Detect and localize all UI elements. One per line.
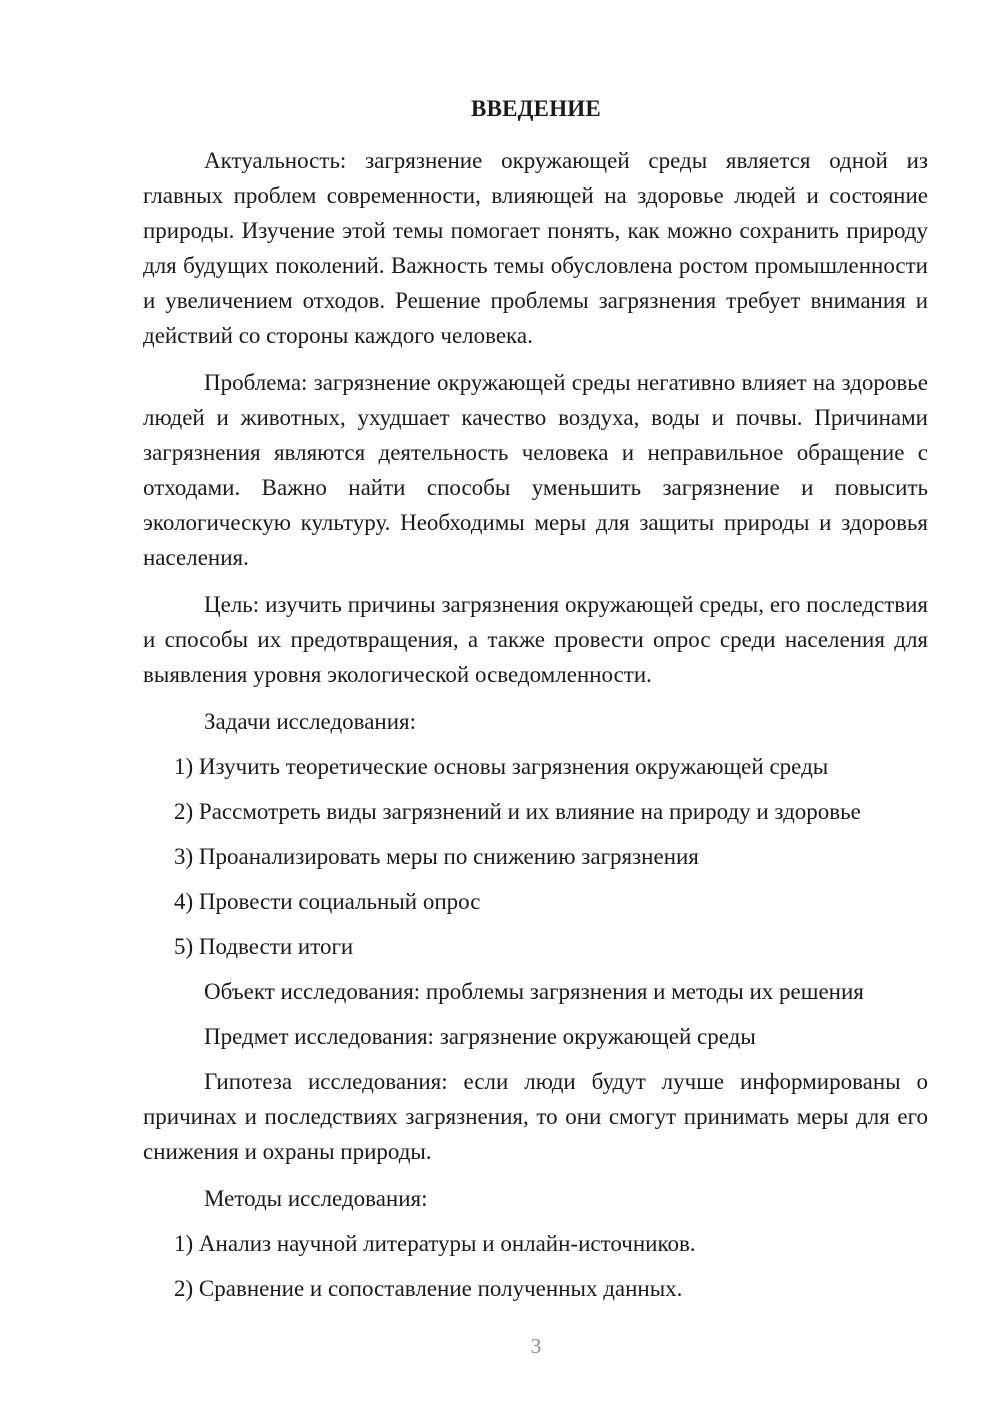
goal-paragraph: Цель: изучить причины загрязнения окружающей среды, его последствия и способы их предотвращения, а также провести опрос среди населения для выявления уровня экологической осведомленности. [143, 592, 928, 687]
task-item: 3) Проанализировать меры по снижению загрязнения [174, 844, 699, 869]
section-title: ВВЕДЕНИЕ [471, 96, 601, 121]
task-item: 1) Изучить теоретические основы загрязнения окружающей среды [174, 754, 829, 779]
page-number: 3 [530, 1334, 542, 1358]
methods-heading: Методы исследования: [204, 1186, 428, 1211]
task-item: 5) Подвести итоги [174, 934, 354, 959]
task-item: 4) Провести социальный опрос [174, 889, 481, 914]
method-item: 2) Сравнение и сопоставление полученных данных. [174, 1276, 683, 1301]
tasks-heading: Задачи исследования: [204, 709, 417, 734]
task-item: 2) Рассмотреть виды загрязнений и их влияние на природу и здоровье [174, 799, 861, 824]
problem-paragraph: Проблема: загрязнение окружающей среды негативно влияет на здоровье людей и животных, ухудшает качество воздуха, воды и почвы. Причинами загрязнения являются деятельность человека и неправильное обращение с отходами. Важно найти способы уменьшить загрязнение и повысить экологическую культуру. Необходимы меры для защиты природы и здоровья населения. [143, 370, 928, 570]
page-content [143, 143, 928, 1316]
hypothesis-paragraph: Гипотеза исследования: если люди будут лучше информированы о причинах и последствиях загрязнения, то они смогут принимать меры для его снижения и охраны природы. [143, 1069, 928, 1164]
method-item: 1) Анализ научной литературы и онлайн-источников. [174, 1231, 696, 1256]
object-line: Объект исследования: проблемы загрязнения и методы их решения [204, 979, 864, 1004]
subject-line: Предмет исследования: загрязнение окружающей среды [204, 1024, 756, 1049]
relevance-paragraph: Актуальность: загрязнение окружающей среды является одной из главных проблем современности, влияющей на здоровье людей и состояние природы. Изучение этой темы помогает понять, как можно сохранить природу для будущих поколений. Важность темы обусловлена ростом промышленности и увеличением отходов. Решение проблемы загрязнения требует внимания и действий со стороны каждого человека. [143, 148, 928, 348]
